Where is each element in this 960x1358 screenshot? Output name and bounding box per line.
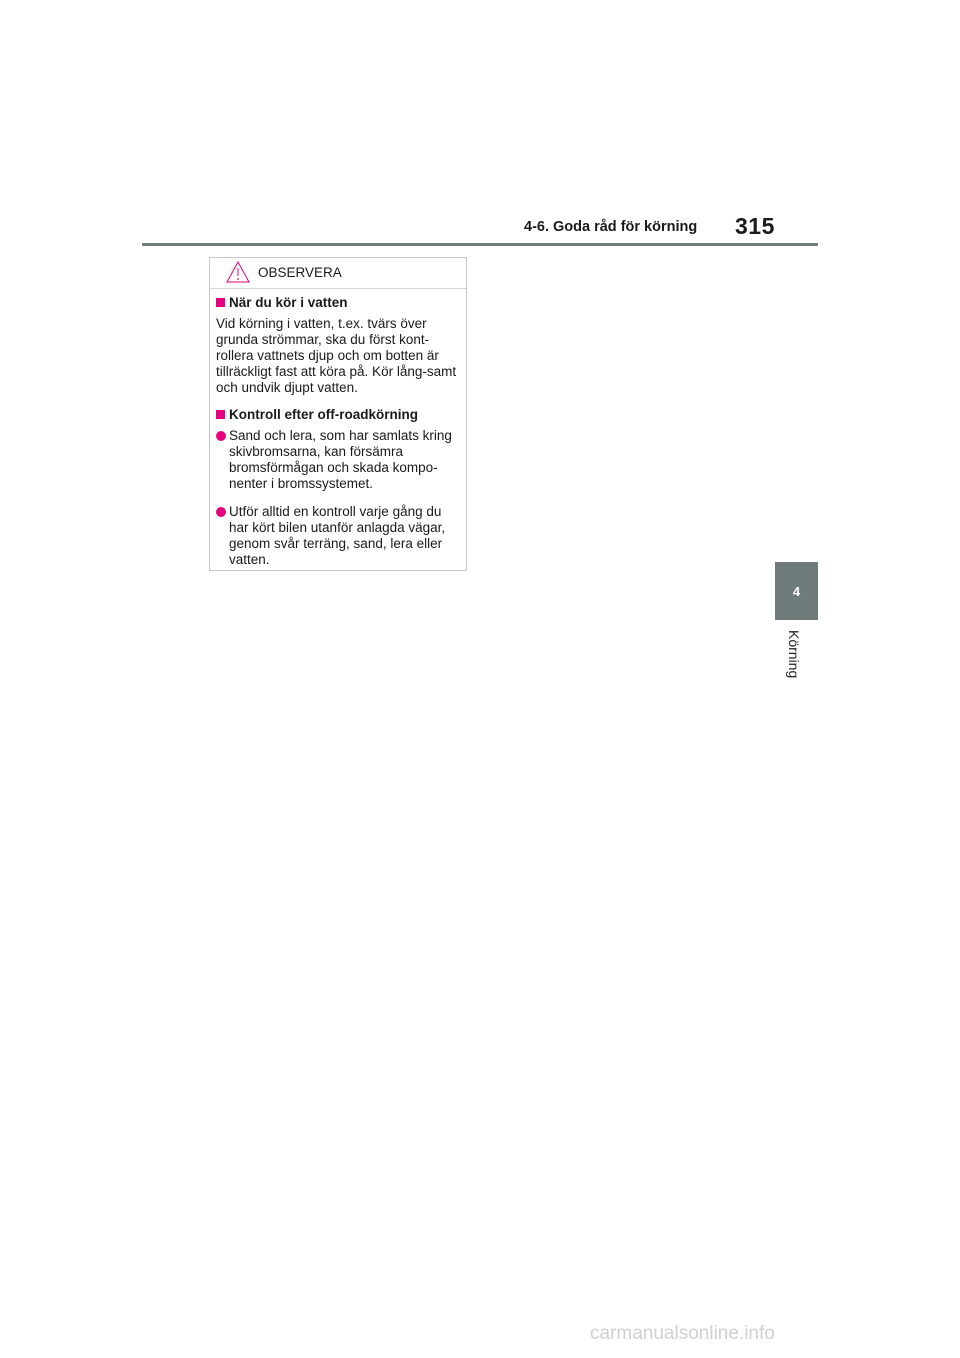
page-number: 315: [735, 213, 775, 239]
subheading-text: Kontroll efter off-roadkörning: [229, 407, 418, 422]
notice-body: [210, 289, 466, 568]
notice-subheading: [216, 407, 458, 422]
watermark: carmanualsonline.info: [590, 1323, 775, 1344]
notice-paragraph: Vid körning i vatten, t.ex. tvärs över grunda strömmar, ska du först kont-rollera vattnets djup och om botten är tillräckligt fast att köra på. Kör lång-samt och undvik djupt vatten.: [216, 316, 457, 395]
warning-triangle-icon: [226, 261, 250, 283]
notice-title: OBSERVERA: [258, 265, 342, 280]
subheading-text: När du kör i vatten: [229, 295, 348, 310]
header-divider: [142, 243, 818, 246]
chapter-label: Körning: [786, 630, 802, 679]
list-item-text: Utför alltid en kontroll varje gång du har kört bilen utanför anlagda vägar, genom svår terräng, sand, lera eller vatten.: [229, 504, 446, 567]
square-bullet-icon: [216, 410, 225, 419]
circle-bullet-icon: [216, 507, 226, 517]
list-item: [216, 428, 458, 492]
chapter-number: 4: [792, 583, 801, 599]
list-item-text: Sand och lera, som har samlats kring skivbromsarna, kan försämra bromsförmågan och skada kompo-nenter i bromssystemet.: [229, 428, 452, 491]
chapter-tab[interactable]: [775, 562, 818, 620]
notice-subheading: [216, 295, 458, 310]
notice-box: [209, 257, 467, 571]
notice-header: [210, 258, 466, 289]
list-item: [216, 504, 458, 568]
section-title: 4-6. Goda råd för körning: [524, 219, 698, 235]
square-bullet-icon: [216, 298, 225, 307]
circle-bullet-icon: [216, 431, 226, 441]
